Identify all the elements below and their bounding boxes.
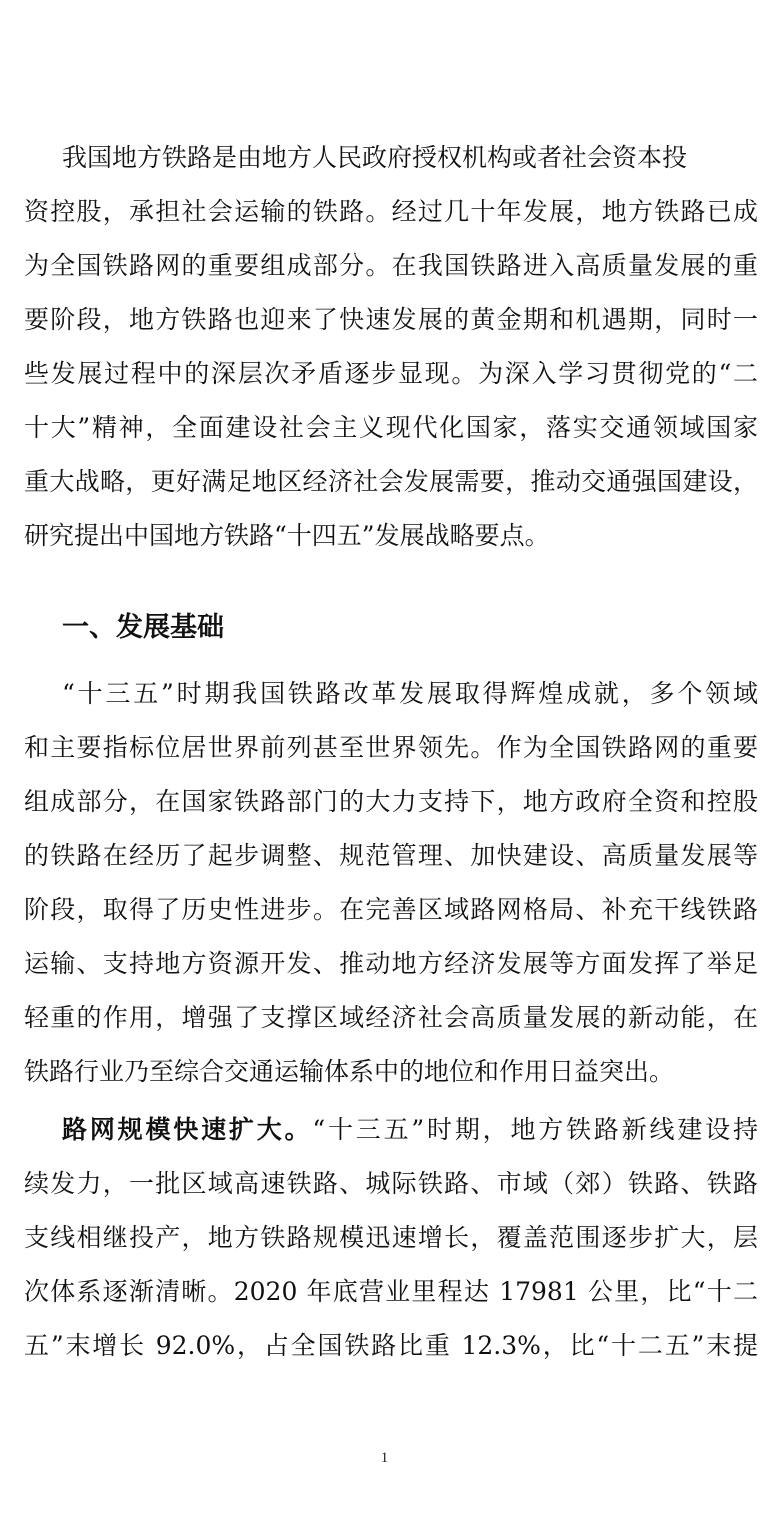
paragraph-line: 轻重的作用，增强了支撑区域经济社会高质量发展的新动能，在 <box>24 1003 758 1032</box>
intro-line: 重大战略，更好满足地区经济社会发展需要，推动交通强国建设， <box>24 467 758 496</box>
intro-line: 我国地方铁路是由地方人民政府授权机构或者社会资本投 <box>62 143 688 172</box>
intro-line: 要阶段，地方铁路也迎来了快速发展的黄金期和机遇期，同时一 <box>24 305 758 334</box>
paragraph-line: 续发力，一批区域高速铁路、城际铁路、市域（郊）铁路、铁路 <box>24 1169 758 1198</box>
paragraph-line: 运输、支持地方资源开发、推动地方经济发展等方面发挥了举足 <box>24 949 758 978</box>
paragraph-line: 次体系逐渐清晰。2020 年底营业里程达 17981 公里，比“十二 <box>24 1277 758 1306</box>
intro-line: 十大”精神，全面建设社会主义现代化国家，落实交通领域国家 <box>24 413 758 442</box>
paragraph-line: 支线相继投产，地方铁路规模迅速增长，覆盖范围逐步扩大，层 <box>24 1223 758 1252</box>
paragraph-first-line-text: “十三五”时期，地方铁路新线建设持 <box>312 1115 758 1144</box>
section-heading: 一、发展基础 <box>62 612 224 643</box>
paragraph-line: 阶段，取得了历史性进步。在完善区域路网格局、补充干线铁路 <box>24 895 758 924</box>
paragraph-line: 和主要指标位居世界前列甚至世界领先。作为全国铁路网的重要 <box>24 733 758 762</box>
paragraph-line: 的铁路在经历了起步调整、规范管理、加快建设、高质量发展等 <box>24 841 758 870</box>
intro-line: 为全国铁路网的重要组成部分。在我国铁路进入高质量发展的重 <box>24 251 758 280</box>
intro-line: 资控股，承担社会运输的铁路。经过几十年发展，地方铁路已成 <box>24 197 758 226</box>
paragraph-line: “十三五”时期我国铁路改革发展取得辉煌成就，多个领域 <box>62 679 758 708</box>
page-number: 1 <box>380 1450 389 1466</box>
paragraph-line: 五”末增长 92.0%，占全国铁路比重 12.3%，比“十二五”末提 <box>24 1331 758 1360</box>
paragraph-line: 铁路行业乃至综合交通运输体系中的地位和作用日益突出。 <box>24 1057 675 1086</box>
intro-line: 些发展过程中的深层次矛盾逐步显现。为深入学习贯彻党的“二 <box>24 359 758 388</box>
paragraph-lead: 路网规模快速扩大。 <box>62 1115 313 1144</box>
paragraph-first-line <box>62 1108 758 1152</box>
intro-line: 研究提出中国地方铁路“十四五”发展战略要点。 <box>24 521 550 550</box>
paragraph-line: 组成部分，在国家铁路部门的大力支持下，地方政府全资和控股 <box>24 787 758 816</box>
